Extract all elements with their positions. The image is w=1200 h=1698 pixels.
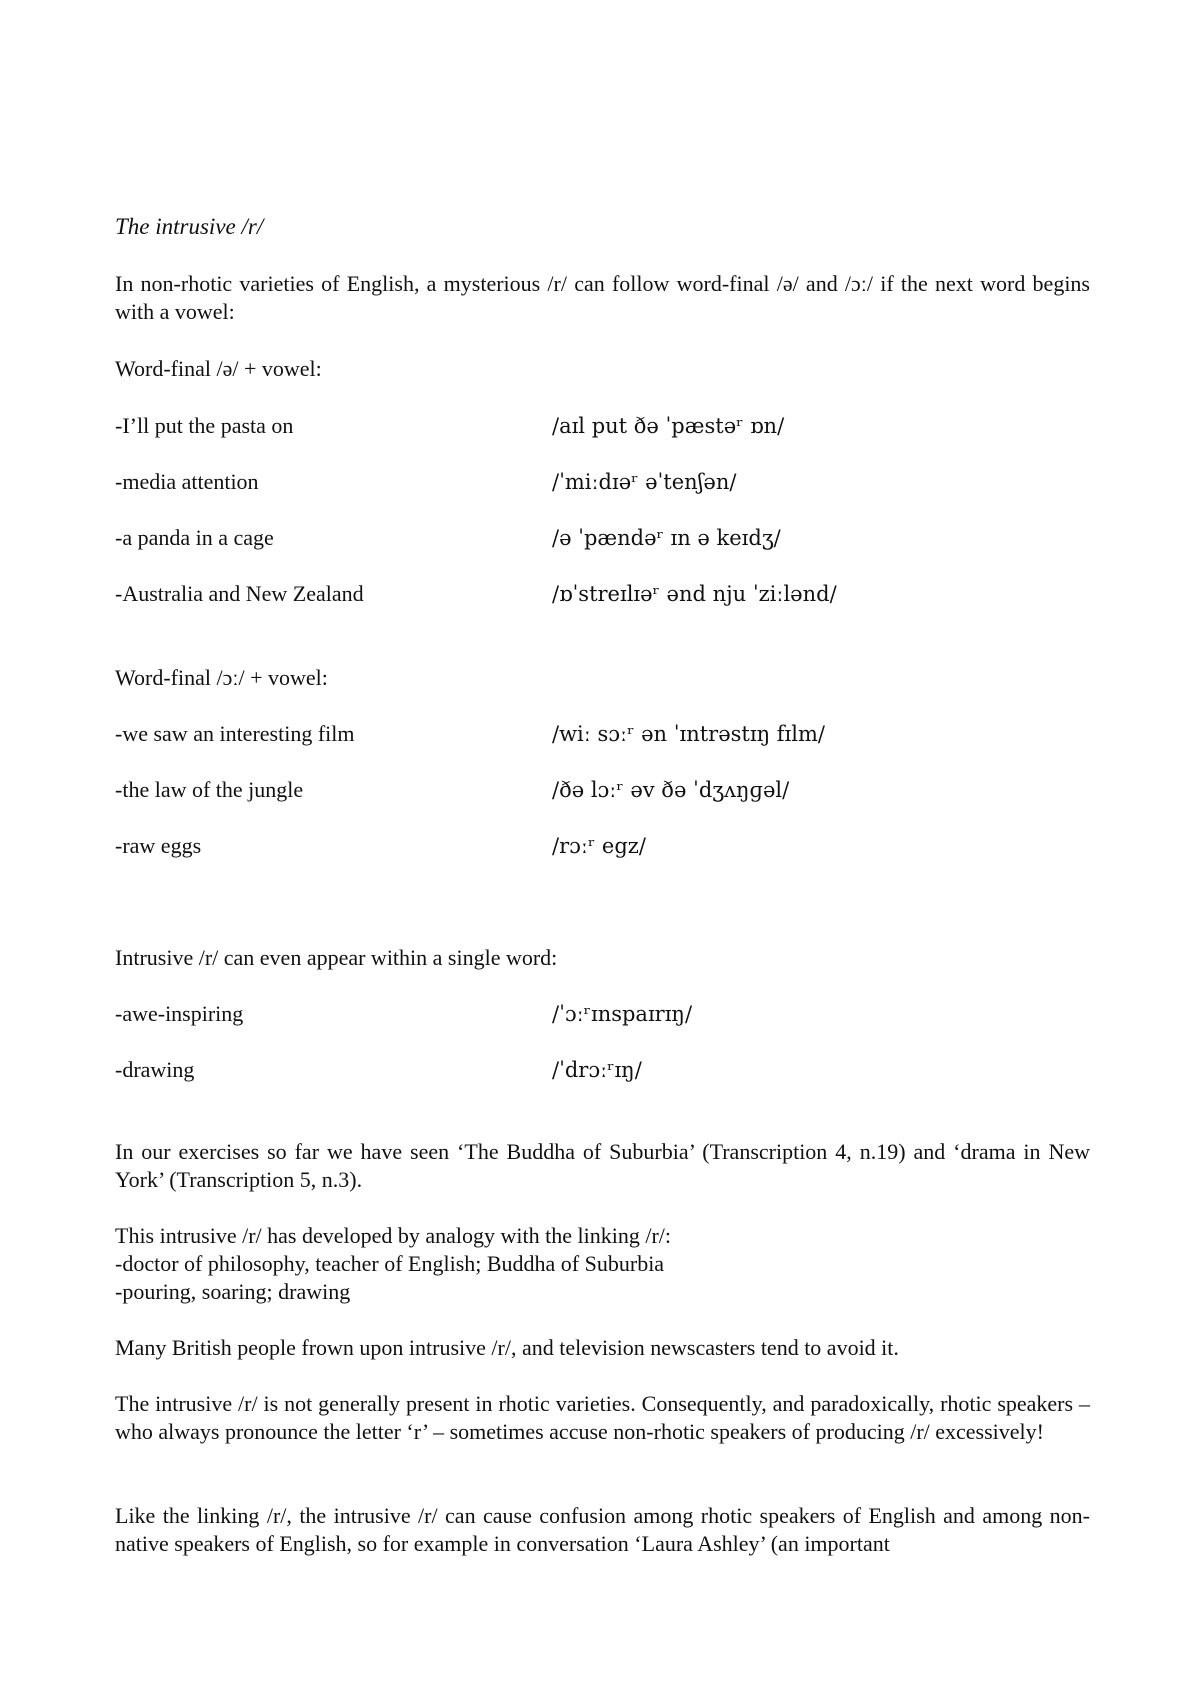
example-text: -awe-inspiring [115,1001,244,1026]
schwa-heading: Word-final /ə/ + vowel: [115,356,322,381]
aw-heading: Word-final /ɔː/ + vowel: [115,665,328,690]
example-ipa: /rɔːʳ egz/ [552,834,646,858]
example-text: -the law of the jungle [115,777,304,802]
page-title: The intrusive /r/ [115,214,264,239]
example-ipa: /ðə lɔːʳ əv ðə ˈdʒʌŋɡəl/ [552,778,790,802]
analogy-line: This intrusive /r/ has developed by analogy with the linking /r/: [115,1223,672,1248]
example-text: -raw eggs [115,833,202,858]
example-ipa: /ˈɔːʳɪnspaɪrɪŋ/ [552,1002,693,1026]
confusion-paragraph: Like the linking /r/, the intrusive /r/ can cause confusion among rhotic speakers of English and among non-native speakers of English, so for example in conversation ‘Laura Ashley’ (an important [115,1503,1090,1556]
rhotic-paragraph: The intrusive /r/ is not generally present in rhotic varieties. Consequently, and paradoxically, rhotic speakers – who always pronounce the letter ‘r’ – sometimes accuse non-rhotic speakers of producing /r/ excessively! [115,1391,1090,1444]
analogy-line: -pouring, soaring; drawing [115,1279,351,1304]
exercises-paragraph: In our exercises so far we have seen ‘The Buddha of Suburbia’ (Transcription 4, n.19) and ‘drama in New York’ (Transcription 5, n.3). [115,1139,1090,1192]
analogy-block [115,1222,671,1306]
analogy-line: -doctor of philosophy, teacher of English; Buddha of Suburbia [115,1251,665,1276]
example-text: -we saw an interesting film [115,721,355,746]
example-ipa: /aɪl put ðə ˈpæstəʳ ɒn/ [552,414,785,438]
frown-paragraph: Many British people frown upon intrusive /r/, and television newscasters tend to avoid it. [115,1335,899,1360]
example-ipa: /ˈdrɔːʳɪŋ/ [552,1058,642,1082]
example-text: -I’ll put the pasta on [115,413,294,438]
example-text: -media attention [115,469,259,494]
example-text: -a panda in a cage [115,525,274,550]
intro-paragraph: In non-rhotic varieties of English, a mysterious /r/ can follow word-final /ə/ and /ɔː/ if the next word begins with a vowel: [115,271,1090,324]
example-text: -Australia and New Zealand [115,581,364,606]
example-ipa: /ˈmiːdɪəʳ əˈtenʃən/ [552,470,737,494]
example-ipa: /wiː sɔːʳ ən ˈɪntrəstɪŋ fɪlm/ [552,722,825,746]
example-ipa: /ɒˈstreɪlɪəʳ ənd nju ˈziːlənd/ [552,582,837,606]
example-text: -drawing [115,1057,195,1082]
example-ipa: /ə ˈpændəʳ ɪn ə keɪdʒ/ [552,526,781,550]
single-word-heading: Intrusive /r/ can even appear within a single word: [115,945,558,970]
